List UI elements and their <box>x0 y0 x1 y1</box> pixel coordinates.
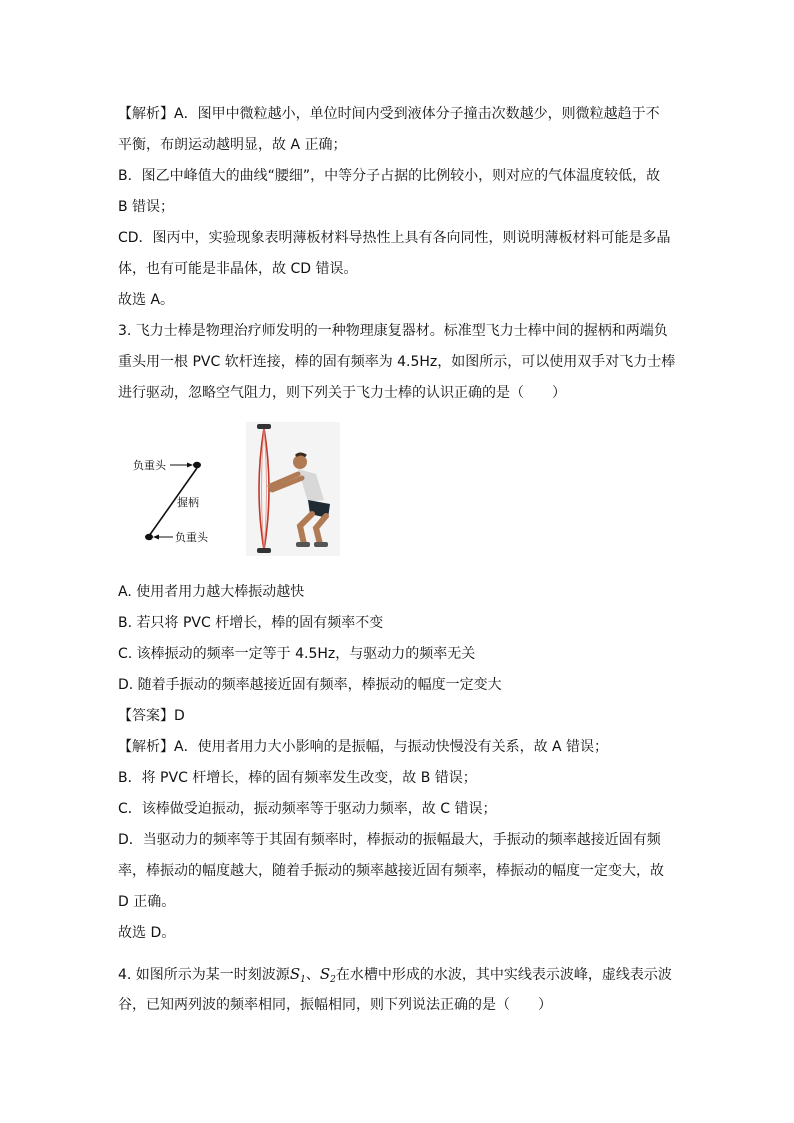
weight-head-bottom <box>145 534 153 540</box>
option-a: A. 使用者用力越大棒振动越快 <box>118 584 305 600</box>
q4-prefix: 4. 如图所示为某一时刻波源 <box>118 967 290 983</box>
question-3-text: 进行驱动，忽略空气阻力，则下列关于飞力士棒的认识正确的是（ ） <box>118 385 566 401</box>
label-handle: 握柄 <box>177 497 199 509</box>
analysis-line: D．当驱动力的频率等于其固有频率时，棒振动的振幅最大，手振动的频率越接近固有频 <box>118 832 661 848</box>
question-4-text: 谷，已知两列波的频率相同，振幅相同，则下列说法正确的是（ ） <box>118 997 552 1013</box>
text-line: 平衡，布朗运动越明显，故 A 正确； <box>118 137 347 153</box>
flexi-bar-diagram <box>125 448 235 548</box>
text-line: B．图乙中峰值大的曲线“腰细”，中等分子占据的比例较小，则对应的气体温度较低，故 <box>118 168 661 184</box>
analysis-line: B．将 PVC 杆增长，棒的固有频率发生改变，故 B 错误； <box>118 770 477 786</box>
analysis-line: C．该棒做受迫振动，振动频率等于驱动力频率，故 C 错误； <box>118 801 497 817</box>
question-4-text <box>118 964 672 990</box>
q4-separator: 、 <box>305 967 320 983</box>
analysis-line: 率，棒振动的幅度越大，随着手振动的频率越接近固有频率，棒振动的幅度一定变大，故 <box>118 863 664 879</box>
flexi-bar-photo <box>246 422 340 556</box>
analysis-line: 故选 D。 <box>118 925 176 941</box>
label-weight-bottom: 负重头 <box>175 532 208 544</box>
source-s2: $S_2$ <box>319 965 336 985</box>
q4-suffix: 在水槽中形成的水波，其中实线表示波峰，虚线表示波 <box>335 967 672 983</box>
text-line: CD．图丙中，实验现象表明薄板材料导热性上具有各向同性，则说明薄板材料可能是多晶 <box>118 230 671 246</box>
analysis-line: 【解析】A．使用者用力大小影响的是振幅，与振动快慢没有关系，故 A 错误； <box>118 739 609 755</box>
text-line: B 错误； <box>118 199 175 215</box>
question-3-text: 3. 飞力士棒是物理治疗师发明的一种物理康复器材。标准型飞力士棒中间的握柄和两端负 <box>118 323 668 339</box>
option-b: B. 若只将 PVC 杆增长，棒的固有频率不变 <box>118 615 384 631</box>
weight-head-top <box>193 462 201 468</box>
source-s1: $S_1$ <box>289 965 306 985</box>
text-line: 故选 A。 <box>118 292 175 308</box>
text-line: 【解析】A．图甲中微粒越小，单位时间内受到液体分子撞击次数越少，则微粒越趋于不 <box>118 106 660 122</box>
analysis-line: D 正确。 <box>118 894 176 910</box>
answer: 【答案】D <box>118 708 185 724</box>
label-weight-top: 负重头 <box>133 460 166 472</box>
option-d: D. 随着手振动的频率越接近固有频率，棒振动的幅度一定变大 <box>118 677 502 693</box>
option-c: C. 该棒振动的频率一定等于 4.5Hz，与驱动力的频率无关 <box>118 646 476 662</box>
text-line: 体，也有可能是非晶体，故 CD 错误。 <box>118 261 358 277</box>
question-3-text: 重头用一根 PVC 软杆连接，棒的固有频率为 4.5Hz，如图所示，可以使用双手对飞力士棒 <box>118 354 676 370</box>
